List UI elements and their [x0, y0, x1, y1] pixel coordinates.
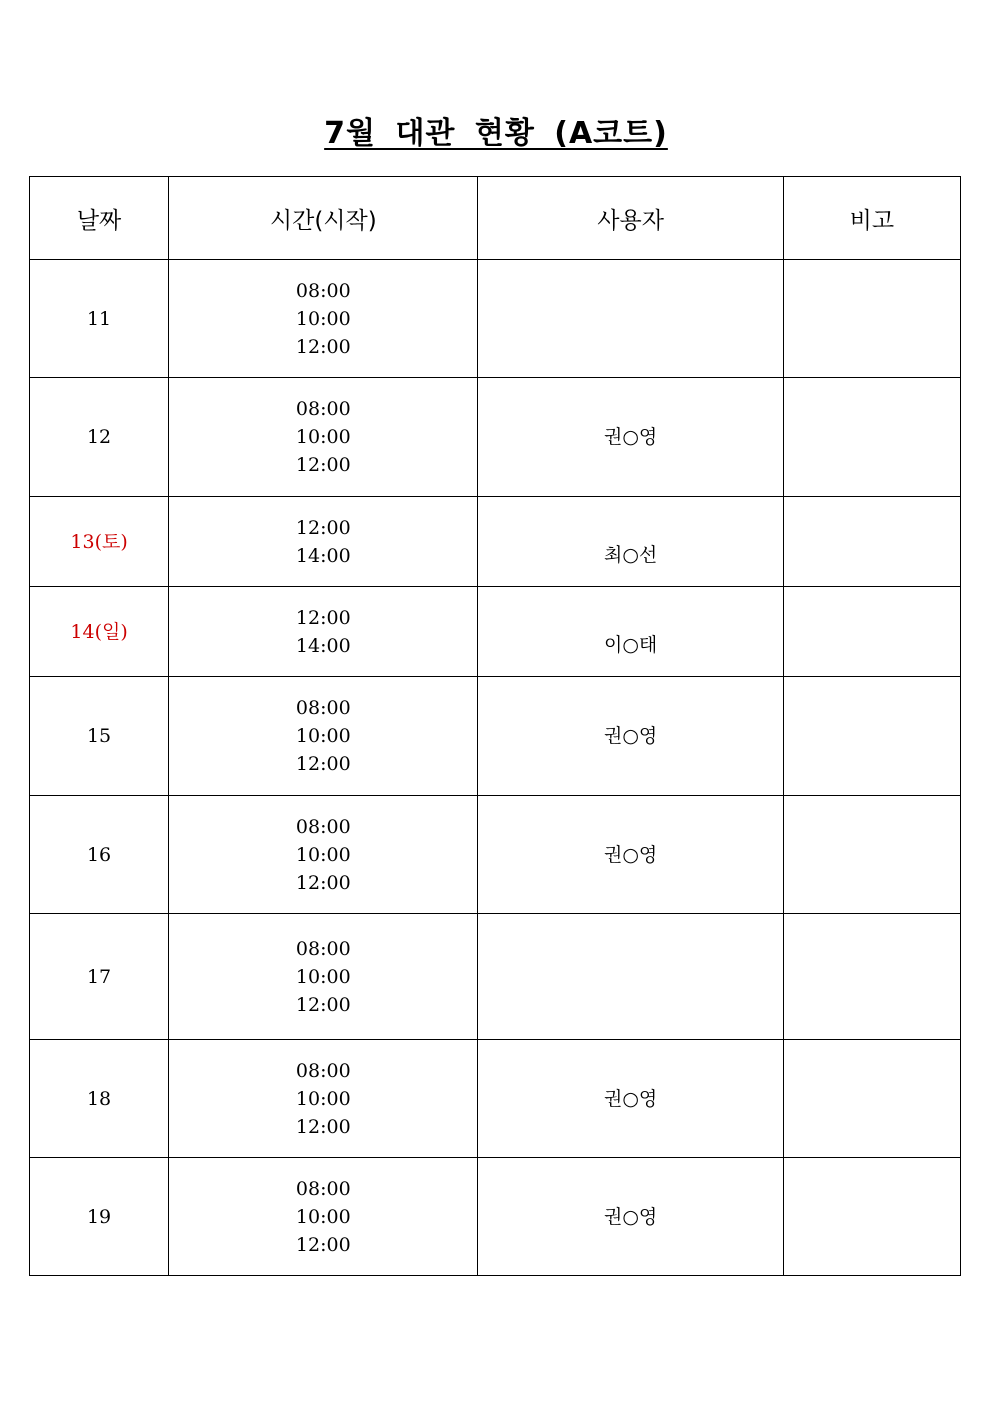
time-value: 12:00: [295, 871, 351, 894]
table-row: [30, 677, 961, 796]
time-value: 10:00: [295, 843, 351, 866]
user-cell: [478, 378, 783, 497]
table-row: [30, 378, 961, 497]
user-name: 권○영: [603, 1087, 658, 1110]
user-cell: [478, 260, 783, 378]
time-cell: [169, 260, 478, 378]
user-cell: [478, 1158, 783, 1276]
header-date: 날짜: [30, 177, 169, 260]
time-value: 10:00: [295, 965, 351, 988]
user-name: 권○영: [603, 843, 658, 866]
note-cell: [783, 796, 960, 914]
note-cell: [783, 260, 960, 378]
user-cell: [478, 497, 783, 587]
user-name: 권○영: [603, 725, 658, 747]
header-user: 사용자: [478, 177, 783, 260]
table-row: [30, 587, 961, 677]
note-cell: [783, 378, 960, 497]
table-row: [30, 796, 961, 914]
user-name: 이○태: [603, 633, 658, 656]
time-value: 08:00: [295, 937, 351, 960]
time-value: 12:00: [295, 1115, 351, 1138]
user-cell: [478, 1040, 783, 1158]
user-name: 최○선: [603, 543, 658, 566]
note-cell: [783, 497, 960, 587]
time-value: 12:00: [295, 454, 351, 476]
user-cell: [478, 677, 783, 796]
time-cell: [169, 378, 478, 497]
time-value: 08:00: [295, 398, 351, 420]
table-row: [30, 1158, 961, 1276]
date-cell-weekend: 14(일): [30, 587, 169, 677]
time-value: 10:00: [295, 307, 351, 330]
time-value: 08:00: [295, 279, 351, 302]
page-title-text: 7월 대관 현황 (A코트): [324, 116, 668, 151]
time-cell: [169, 587, 478, 677]
header-row: [30, 177, 961, 260]
header-time: 시간(시작): [169, 177, 478, 260]
time-cell: [169, 677, 478, 796]
table-row: [30, 497, 961, 587]
schedule-table: [29, 176, 961, 1276]
user-name: 권○영: [603, 1205, 658, 1228]
table-row: [30, 914, 961, 1040]
time-value: 10:00: [295, 725, 351, 747]
time-value: 12:00: [295, 335, 351, 358]
time-value: 12:00: [295, 606, 351, 629]
note-cell: [783, 1158, 960, 1276]
time-cell: [169, 914, 478, 1040]
time-value: 08:00: [295, 1059, 351, 1082]
user-cell: [478, 796, 783, 914]
time-cell: [169, 1040, 478, 1158]
time-value: 12:00: [295, 753, 351, 775]
time-value: 10:00: [295, 426, 351, 448]
page-title: [0, 112, 992, 156]
note-cell: [783, 1040, 960, 1158]
date-cell-weekend: 13(토): [30, 497, 169, 587]
time-value: 14:00: [295, 544, 351, 567]
user-name: 권○영: [603, 426, 658, 448]
date-cell: 19: [30, 1158, 169, 1276]
note-cell: [783, 914, 960, 1040]
time-cell: [169, 796, 478, 914]
table-row: [30, 1040, 961, 1158]
note-cell: [783, 677, 960, 796]
time-value: 10:00: [295, 1087, 351, 1110]
time-value: 12:00: [295, 1233, 351, 1256]
date-cell: 12: [30, 378, 169, 497]
date-cell: 17: [30, 914, 169, 1040]
time-value: 12:00: [295, 516, 351, 539]
time-value: 10:00: [295, 1205, 351, 1228]
time-cell: [169, 1158, 478, 1276]
date-cell: 18: [30, 1040, 169, 1158]
time-value: 08:00: [295, 697, 351, 719]
time-value: 14:00: [295, 634, 351, 657]
date-cell: 16: [30, 796, 169, 914]
time-cell: [169, 497, 478, 587]
time-value: 12:00: [295, 993, 351, 1016]
note-cell: [783, 587, 960, 677]
date-cell: 15: [30, 677, 169, 796]
time-value: 08:00: [295, 1177, 351, 1200]
date-cell: 11: [30, 260, 169, 378]
user-cell: [478, 914, 783, 1040]
header-note: 비고: [783, 177, 960, 260]
time-value: 08:00: [295, 815, 351, 838]
table-row: [30, 260, 961, 378]
user-cell: [478, 587, 783, 677]
